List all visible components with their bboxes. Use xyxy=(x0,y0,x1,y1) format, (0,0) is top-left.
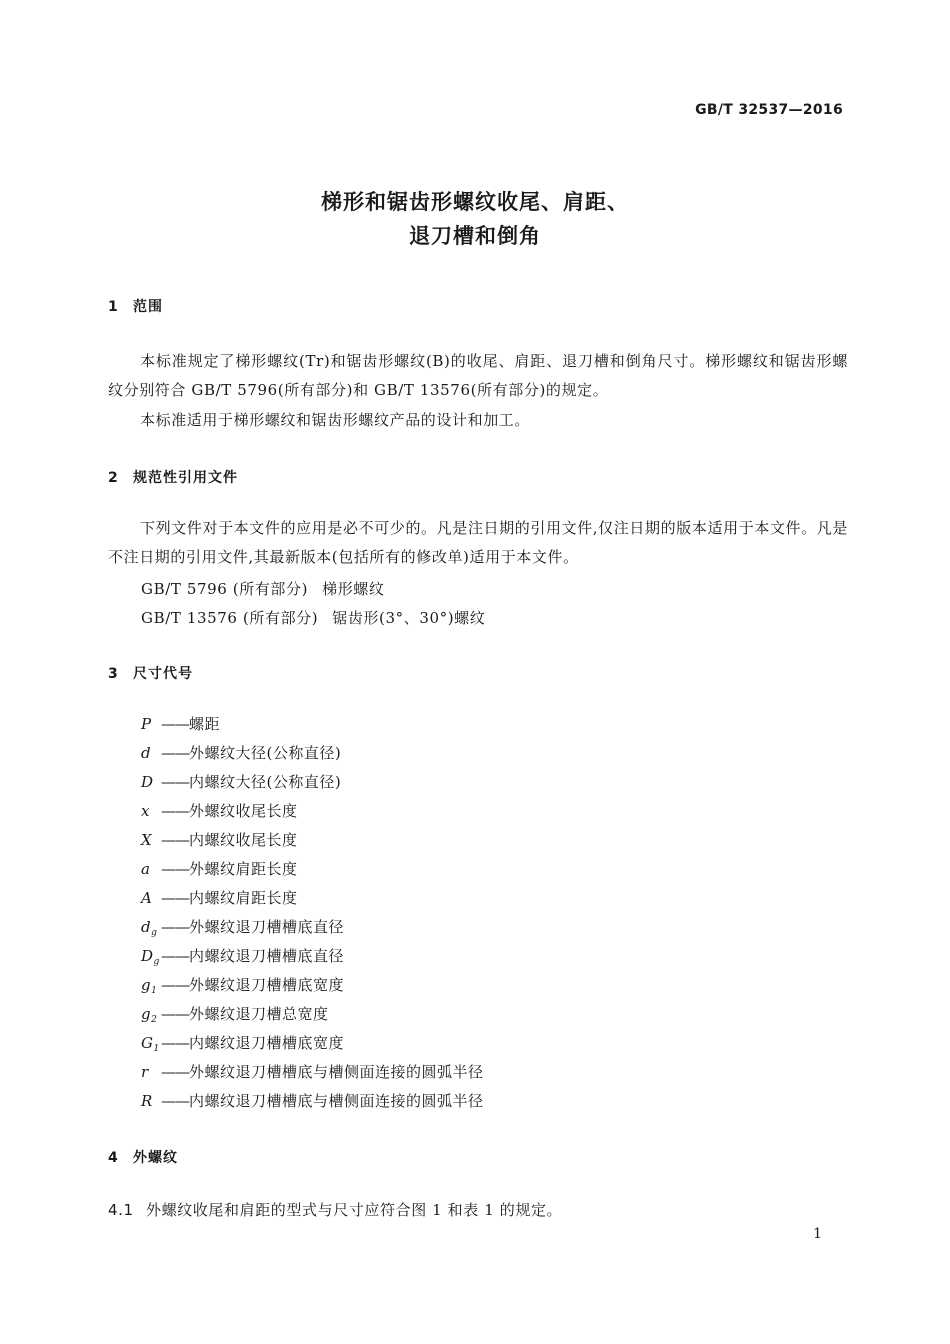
symbol-row xyxy=(141,913,484,942)
section-title: 规范性引用文件 xyxy=(133,470,238,486)
symbol-row xyxy=(141,942,484,971)
symbol-dash: —— xyxy=(161,802,189,820)
symbol-row xyxy=(141,971,484,1000)
symbol xyxy=(141,797,161,826)
section-number: 3 xyxy=(108,666,119,682)
symbol-letter: g xyxy=(141,976,152,994)
symbol-row xyxy=(141,710,484,739)
symbol-letter: d xyxy=(141,744,152,762)
symbol-letter: R xyxy=(141,1092,153,1110)
symbol-dash: —— xyxy=(161,715,189,733)
symbol-dash: —— xyxy=(161,889,189,907)
section-title: 范围 xyxy=(133,299,163,315)
symbol-letter: r xyxy=(141,1063,149,1081)
symbol-description: 外螺纹退刀槽总宽度 xyxy=(189,1005,329,1023)
symbol-dash: —— xyxy=(161,1034,189,1052)
symbol xyxy=(141,739,161,768)
symbol-row xyxy=(141,768,484,797)
scope-paragraph-2: 本标准适用于梯形螺纹和锯齿形螺纹产品的设计和加工。 xyxy=(140,411,531,429)
symbol-letter: x xyxy=(141,802,150,820)
standard-number: GB/T 32537—2016 xyxy=(695,102,843,118)
section-heading-external-thread xyxy=(108,1147,178,1167)
symbol-dash: —— xyxy=(161,860,189,878)
section-number: 2 xyxy=(108,470,119,486)
symbol-dash: —— xyxy=(161,1092,189,1110)
symbol-subscript: g xyxy=(151,928,158,938)
symbol-row xyxy=(141,1029,484,1058)
clause-text: 外螺纹收尾和肩距的型式与尺寸应符合图 1 和表 1 的规定。 xyxy=(146,1201,563,1219)
reference-code: GB/T 5796 (所有部分) xyxy=(141,580,309,598)
symbol-description: 内螺纹退刀槽槽底宽度 xyxy=(189,1034,345,1052)
symbol-dash: —— xyxy=(161,918,189,936)
symbol-list xyxy=(141,710,484,1116)
scope-paragraph-1: 本标准规定了梯形螺纹(Tr)和锯齿形螺纹(B)的收尾、肩距、退刀槽和倒角尺寸。梯形螺纹和锯齿形螺纹分别符合 GB/T 5796(所有部分)和 GB/T 13576(所有部分)的规定。 xyxy=(108,352,848,399)
clause-number: 4.1 xyxy=(108,1201,134,1219)
symbol-dash: —— xyxy=(161,976,189,994)
symbol-description: 内螺纹收尾长度 xyxy=(189,831,298,849)
symbol-description: 内螺纹退刀槽槽底直径 xyxy=(189,947,345,965)
symbol-description: 外螺纹收尾长度 xyxy=(189,802,298,820)
symbol-dash: —— xyxy=(161,773,189,791)
symbol-description: 内螺纹退刀槽槽底与槽侧面连接的圆弧半径 xyxy=(189,1092,484,1110)
reference-title: 锯齿形(3°、30°)螺纹 xyxy=(332,609,486,627)
symbol xyxy=(141,855,161,884)
symbol-subscript: 1 xyxy=(153,1044,160,1054)
symbol-description: 内螺纹大径(公称直径) xyxy=(189,773,342,791)
references-paragraph: 下列文件对于本文件的应用是必不可少的。凡是注日期的引用文件,仅注日期的版本适用于本文件。凡是不注日期的引用文件,其最新版本(包括所有的修改单)适用于本文件。 xyxy=(108,519,848,566)
symbol-dash: —— xyxy=(161,947,189,965)
reference-title: 梯形螺纹 xyxy=(322,580,385,598)
symbol-subscript: 2 xyxy=(151,1015,158,1025)
symbol-letter: X xyxy=(141,831,153,849)
symbol-dash: —— xyxy=(161,744,189,762)
symbol-description: 外螺纹退刀槽槽底直径 xyxy=(189,918,345,936)
symbol-letter: a xyxy=(141,860,151,878)
section-title: 尺寸代号 xyxy=(133,666,193,682)
reference-code: GB/T 13576 (所有部分) xyxy=(141,609,319,627)
symbol-letter: g xyxy=(141,1005,152,1023)
section-heading-scope xyxy=(108,296,163,316)
symbol-subscript: 1 xyxy=(151,986,158,996)
symbol-row xyxy=(141,884,484,913)
symbol-description: 外螺纹退刀槽槽底与槽侧面连接的圆弧半径 xyxy=(189,1063,484,1081)
section-number: 4 xyxy=(108,1150,119,1166)
clause-4-1 xyxy=(108,1199,562,1220)
symbol-row xyxy=(141,826,484,855)
symbol-letter: P xyxy=(141,715,152,733)
symbol-row xyxy=(141,1087,484,1116)
symbol-row xyxy=(141,739,484,768)
reference-item xyxy=(141,607,485,628)
section-number: 1 xyxy=(108,299,119,315)
symbol xyxy=(141,768,161,797)
symbol xyxy=(141,1087,161,1116)
symbol xyxy=(141,1058,161,1087)
symbol-description: 外螺纹肩距长度 xyxy=(189,860,298,878)
symbol-row xyxy=(141,797,484,826)
symbol-letter: G xyxy=(141,1034,154,1052)
symbol-letter: D xyxy=(141,947,154,965)
symbol-dash: —— xyxy=(161,831,189,849)
symbol xyxy=(141,884,161,913)
reference-item xyxy=(141,578,385,599)
symbol-description: 外螺纹大径(公称直径) xyxy=(189,744,342,762)
section-heading-normative-references xyxy=(108,467,238,487)
symbol xyxy=(141,710,161,739)
page-number: 1 xyxy=(813,1226,822,1242)
symbol-row xyxy=(141,855,484,884)
section-title: 外螺纹 xyxy=(133,1150,178,1166)
symbol-description: 外螺纹退刀槽槽底宽度 xyxy=(189,976,345,994)
section-heading-symbols xyxy=(108,663,193,683)
symbol-row xyxy=(141,1000,484,1029)
symbol-letter: d xyxy=(141,918,152,936)
symbol-dash: —— xyxy=(161,1063,189,1081)
symbol-dash: —— xyxy=(161,1005,189,1023)
symbol-letter: A xyxy=(141,889,153,907)
symbol-description: 螺距 xyxy=(189,715,221,733)
document-title-line-1: 梯形和锯齿形螺纹收尾、肩距、 xyxy=(321,190,629,214)
symbol xyxy=(141,826,161,855)
symbol-row xyxy=(141,1058,484,1087)
symbol-letter: D xyxy=(141,773,154,791)
symbol-subscript: g xyxy=(153,957,160,967)
symbol-description: 内螺纹肩距长度 xyxy=(189,889,298,907)
document-title-line-2: 退刀槽和倒角 xyxy=(409,224,541,248)
